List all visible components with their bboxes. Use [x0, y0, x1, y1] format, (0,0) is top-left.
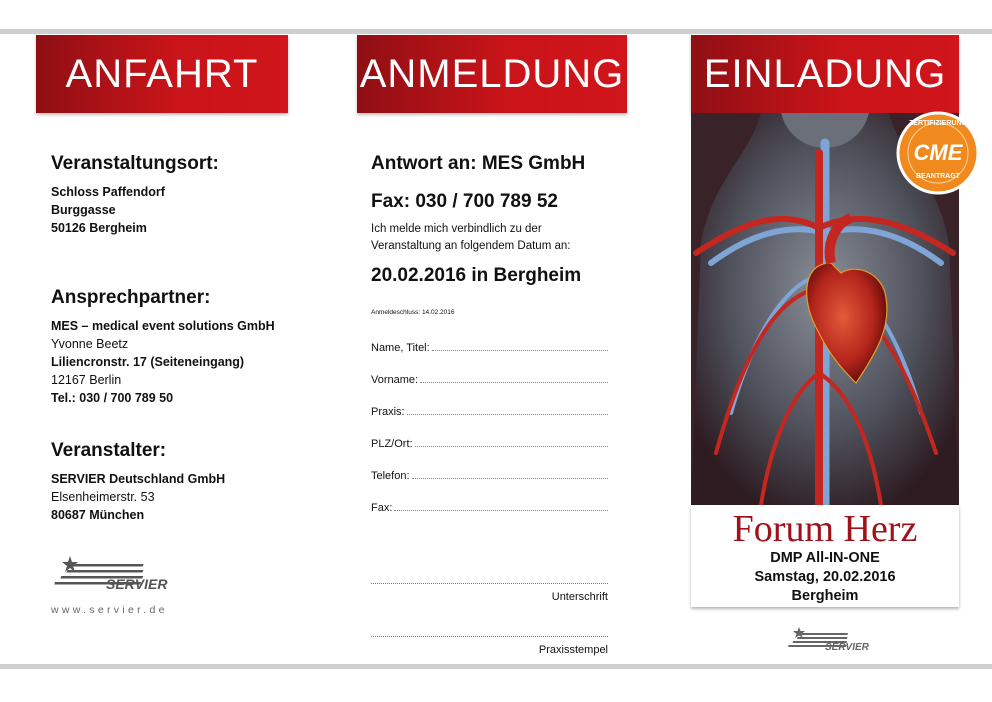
intro-line: Ich melde mich verbindlich zu der	[371, 223, 542, 235]
organizer-line: Elsenheimerstr. 53	[51, 490, 155, 504]
top-rule	[0, 29, 992, 34]
field-label: Name, Titel:	[371, 342, 430, 354]
field-name[interactable]	[371, 342, 608, 354]
field-label: PLZ/Ort:	[371, 438, 413, 450]
organizer-line: SERVIER Deutschland GmbH	[51, 472, 226, 486]
contact-line: Liliencronstr. 17 (Seiteneingang)	[51, 355, 245, 369]
venue-line: Burggasse	[51, 203, 116, 217]
stamp-line[interactable]	[371, 635, 608, 637]
event-date: Samstag, 20.02.2016	[754, 569, 896, 585]
event-line: DMP All-IN-ONE	[770, 550, 880, 566]
badge-top-text: ZERTIFIZIERUNG	[909, 120, 967, 127]
fax-number: Fax: 030 / 700 789 52	[371, 191, 558, 212]
reply-to: Antwort an: MES GmbH	[371, 153, 586, 174]
servier-logo-small-text: SERVIER	[825, 642, 869, 653]
contact-heading: Ansprechpartner:	[51, 287, 211, 308]
stamp-label: Praxisstempel	[538, 644, 608, 656]
venue-line: 50126 Bergheim	[51, 221, 147, 235]
servier-logo-text: SERVIER	[106, 576, 168, 592]
contact-line: 12167 Berlin	[51, 373, 122, 387]
event-location: Bergheim	[791, 588, 859, 604]
field-label: Telefon:	[371, 470, 410, 482]
website-link[interactable]: www.servier.de	[51, 604, 168, 616]
venue-section	[51, 153, 219, 237]
venue-line: Schloss Paffendorf	[51, 185, 165, 199]
event-title: Forum Herz	[732, 508, 918, 550]
date-place: 20.02.2016 in Bergheim	[371, 265, 582, 286]
event-caption	[691, 505, 959, 607]
contact-section	[51, 287, 275, 407]
contact-line: Yvonne Beetz	[51, 337, 129, 351]
intro-text	[371, 221, 570, 255]
field-label: Praxis:	[371, 406, 405, 418]
banner-einladung: EINLADUNG	[691, 35, 959, 113]
panel-anmeldung	[357, 35, 627, 665]
servier-logo	[44, 552, 184, 600]
signature-label: Unterschrift	[551, 591, 608, 603]
panel-anfahrt	[36, 35, 326, 616]
field-label: Vorname:	[371, 374, 419, 386]
servier-logo-small	[783, 625, 883, 655]
signature-line[interactable]	[371, 582, 608, 584]
field-praxis[interactable]	[371, 406, 608, 418]
contact-line: MES – medical event solutions GmbH	[51, 319, 275, 333]
field-fax[interactable]	[371, 502, 608, 514]
badge-center-text: CME	[913, 140, 963, 165]
banner-anmeldung: ANMELDUNG	[357, 35, 627, 113]
organizer-line: 80687 München	[51, 508, 145, 522]
deadline: Anmeldeschluss: 14.02.2016	[371, 309, 455, 316]
banner-anfahrt: ANFAHRT	[36, 35, 288, 113]
organizer-section	[51, 440, 225, 524]
field-telefon[interactable]	[371, 470, 608, 482]
badge-bottom-text: BEANTRAGT	[916, 173, 960, 180]
venue-heading: Veranstaltungsort:	[51, 153, 219, 174]
field-label: Fax:	[371, 502, 393, 514]
cme-badge	[896, 111, 980, 195]
panel-einladung	[691, 35, 967, 665]
intro-line: Veranstaltung an folgendem Datum an:	[371, 240, 571, 252]
contact-line: Tel.: 030 / 700 789 50	[51, 391, 174, 405]
field-vorname[interactable]	[371, 374, 608, 386]
field-plz-ort[interactable]	[371, 438, 608, 450]
organizer-heading: Veranstalter:	[51, 440, 167, 461]
